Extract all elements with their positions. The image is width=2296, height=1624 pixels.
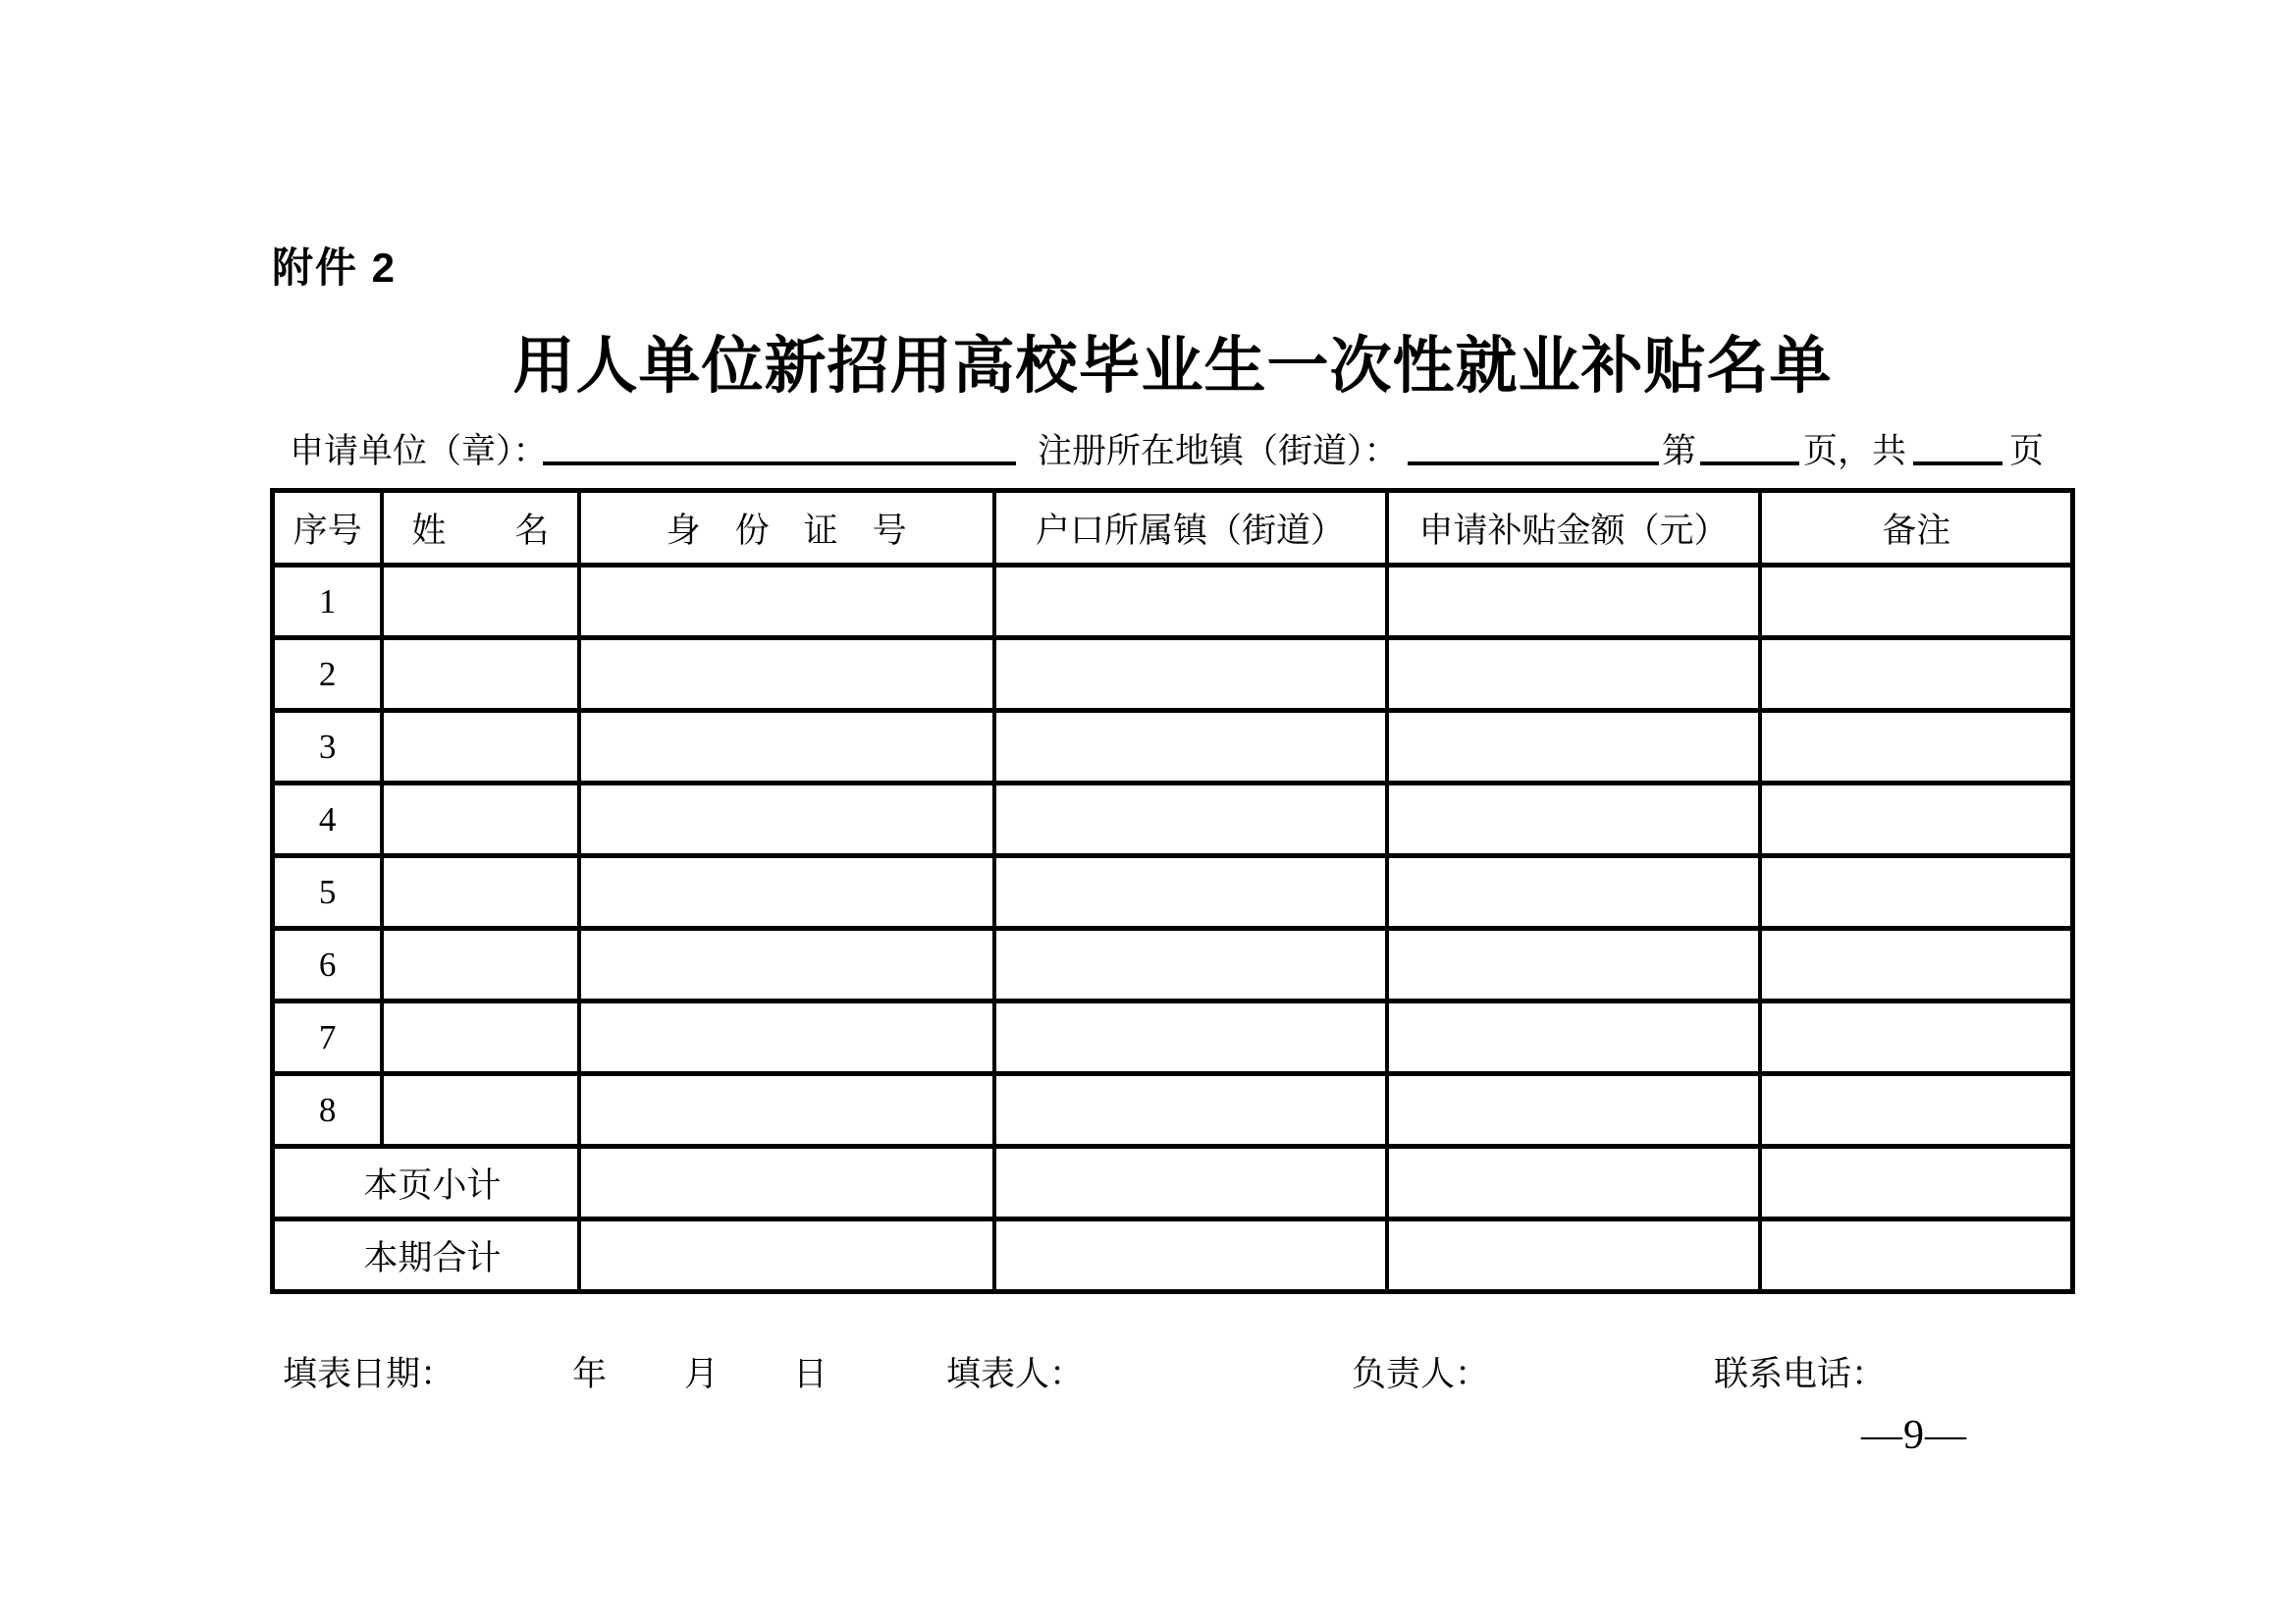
id-number-cell bbox=[579, 1147, 994, 1219]
remarks-cell bbox=[1760, 784, 2072, 856]
household-town-cell bbox=[994, 566, 1387, 638]
id-number-cell bbox=[579, 784, 994, 856]
attachment-label: 附件 2 bbox=[272, 244, 398, 291]
seq-cell: 4 bbox=[273, 784, 383, 856]
table-row bbox=[273, 638, 2073, 711]
household-town-cell bbox=[994, 1219, 1387, 1292]
household-town-cell bbox=[994, 1001, 1387, 1074]
household-town-cell bbox=[994, 929, 1387, 1001]
table-row bbox=[273, 856, 2073, 929]
page-suffix-label: 页 bbox=[2009, 432, 2045, 470]
subsidy-amount-cell bbox=[1387, 711, 1761, 784]
name-cell bbox=[382, 638, 578, 711]
name-cell bbox=[382, 856, 578, 929]
household-town-cell bbox=[994, 638, 1387, 711]
page-total-blank-line bbox=[1913, 418, 2002, 465]
seq-cell: 2 bbox=[273, 638, 383, 711]
col-header-seq: 序号 bbox=[273, 491, 383, 566]
document-title: 用人单位新招用高校毕业生一次性就业补贴名单 bbox=[512, 332, 1833, 401]
id-number-cell bbox=[579, 711, 994, 784]
responsible-person-label: 负责人： bbox=[1352, 1355, 1490, 1393]
period-total-label: 本期合计 bbox=[273, 1219, 579, 1292]
subsidy-amount-cell bbox=[1387, 638, 1761, 711]
page-prefix-label: 第 bbox=[1662, 432, 1697, 470]
month-label: 月 bbox=[684, 1355, 720, 1393]
seq-cell: 1 bbox=[273, 566, 383, 638]
id-number-cell bbox=[579, 1074, 994, 1147]
applicant-unit-label: 申请单位（章）： bbox=[290, 432, 548, 470]
remarks-cell bbox=[1760, 856, 2072, 929]
seq-cell: 7 bbox=[273, 1001, 383, 1074]
day-label: 日 bbox=[793, 1355, 828, 1393]
page-subtotal-label: 本页小计 bbox=[273, 1147, 579, 1219]
subsidy-amount-cell bbox=[1387, 1147, 1761, 1219]
seq-cell: 5 bbox=[273, 856, 383, 929]
subsidy-amount-cell bbox=[1387, 566, 1761, 638]
form-header-line bbox=[0, 418, 2296, 473]
subsidy-amount-cell bbox=[1387, 856, 1761, 929]
id-number-cell bbox=[579, 1001, 994, 1074]
table-row bbox=[273, 1074, 2073, 1147]
remarks-cell bbox=[1760, 1147, 2072, 1219]
subsidy-roster-table bbox=[270, 488, 2075, 1294]
subsidy-amount-cell bbox=[1387, 1001, 1761, 1074]
remarks-cell bbox=[1760, 1001, 2072, 1074]
registered-town-label: 注册所在地镇（街道）： bbox=[1038, 432, 1399, 470]
form-footer-line bbox=[0, 1347, 2296, 1394]
contact-phone-label: 联系电话： bbox=[1714, 1355, 1887, 1393]
page-subtotal-row bbox=[273, 1147, 2073, 1219]
col-header-id-number: 身 份 证 号 bbox=[579, 491, 994, 566]
remarks-cell bbox=[1760, 566, 2072, 638]
col-header-remarks: 备注 bbox=[1760, 491, 2072, 566]
id-number-cell bbox=[579, 856, 994, 929]
form-filler-label: 填表人： bbox=[946, 1355, 1085, 1393]
page-middle-label: 页，共 bbox=[1803, 432, 1907, 470]
fill-date-label: 填表日期： bbox=[283, 1355, 455, 1393]
table-row bbox=[273, 711, 2073, 784]
table-header-row bbox=[273, 491, 2073, 566]
seq-cell: 3 bbox=[273, 711, 383, 784]
name-cell bbox=[382, 1001, 578, 1074]
remarks-cell bbox=[1760, 1219, 2072, 1292]
subsidy-amount-cell bbox=[1387, 1219, 1761, 1292]
col-header-household-town: 户口所属镇（街道） bbox=[994, 491, 1387, 566]
name-cell bbox=[382, 929, 578, 1001]
year-label: 年 bbox=[572, 1355, 608, 1393]
remarks-cell bbox=[1760, 929, 2072, 1001]
table-row bbox=[273, 566, 2073, 638]
name-cell bbox=[382, 1074, 578, 1147]
seq-cell: 8 bbox=[273, 1074, 383, 1147]
table-row bbox=[273, 929, 2073, 1001]
page-number-blank-line bbox=[1700, 418, 1799, 465]
remarks-cell bbox=[1760, 711, 2072, 784]
remarks-cell bbox=[1760, 1074, 2072, 1147]
household-town-cell bbox=[994, 1074, 1387, 1147]
id-number-cell bbox=[579, 566, 994, 638]
name-cell bbox=[382, 566, 578, 638]
household-town-cell bbox=[994, 1147, 1387, 1219]
subsidy-amount-cell bbox=[1387, 784, 1761, 856]
remarks-cell bbox=[1760, 638, 2072, 711]
col-header-subsidy-amount: 申请补贴金额（元） bbox=[1387, 491, 1761, 566]
id-number-cell bbox=[579, 929, 994, 1001]
household-town-cell bbox=[994, 856, 1387, 929]
col-header-name: 姓 名 bbox=[382, 491, 578, 566]
table-row bbox=[273, 1001, 2073, 1074]
page-number: —9— bbox=[1861, 1413, 1967, 1458]
name-cell bbox=[382, 784, 578, 856]
id-number-cell bbox=[579, 638, 994, 711]
registered-town-blank-line bbox=[1408, 418, 1659, 465]
name-cell bbox=[382, 711, 578, 784]
household-town-cell bbox=[994, 784, 1387, 856]
household-town-cell bbox=[994, 711, 1387, 784]
seq-cell: 6 bbox=[273, 929, 383, 1001]
subsidy-amount-cell bbox=[1387, 929, 1761, 1001]
id-number-cell bbox=[579, 1219, 994, 1292]
subsidy-amount-cell bbox=[1387, 1074, 1761, 1147]
table-row bbox=[273, 784, 2073, 856]
period-total-row bbox=[273, 1219, 2073, 1292]
applicant-unit-blank-line bbox=[543, 418, 1016, 465]
